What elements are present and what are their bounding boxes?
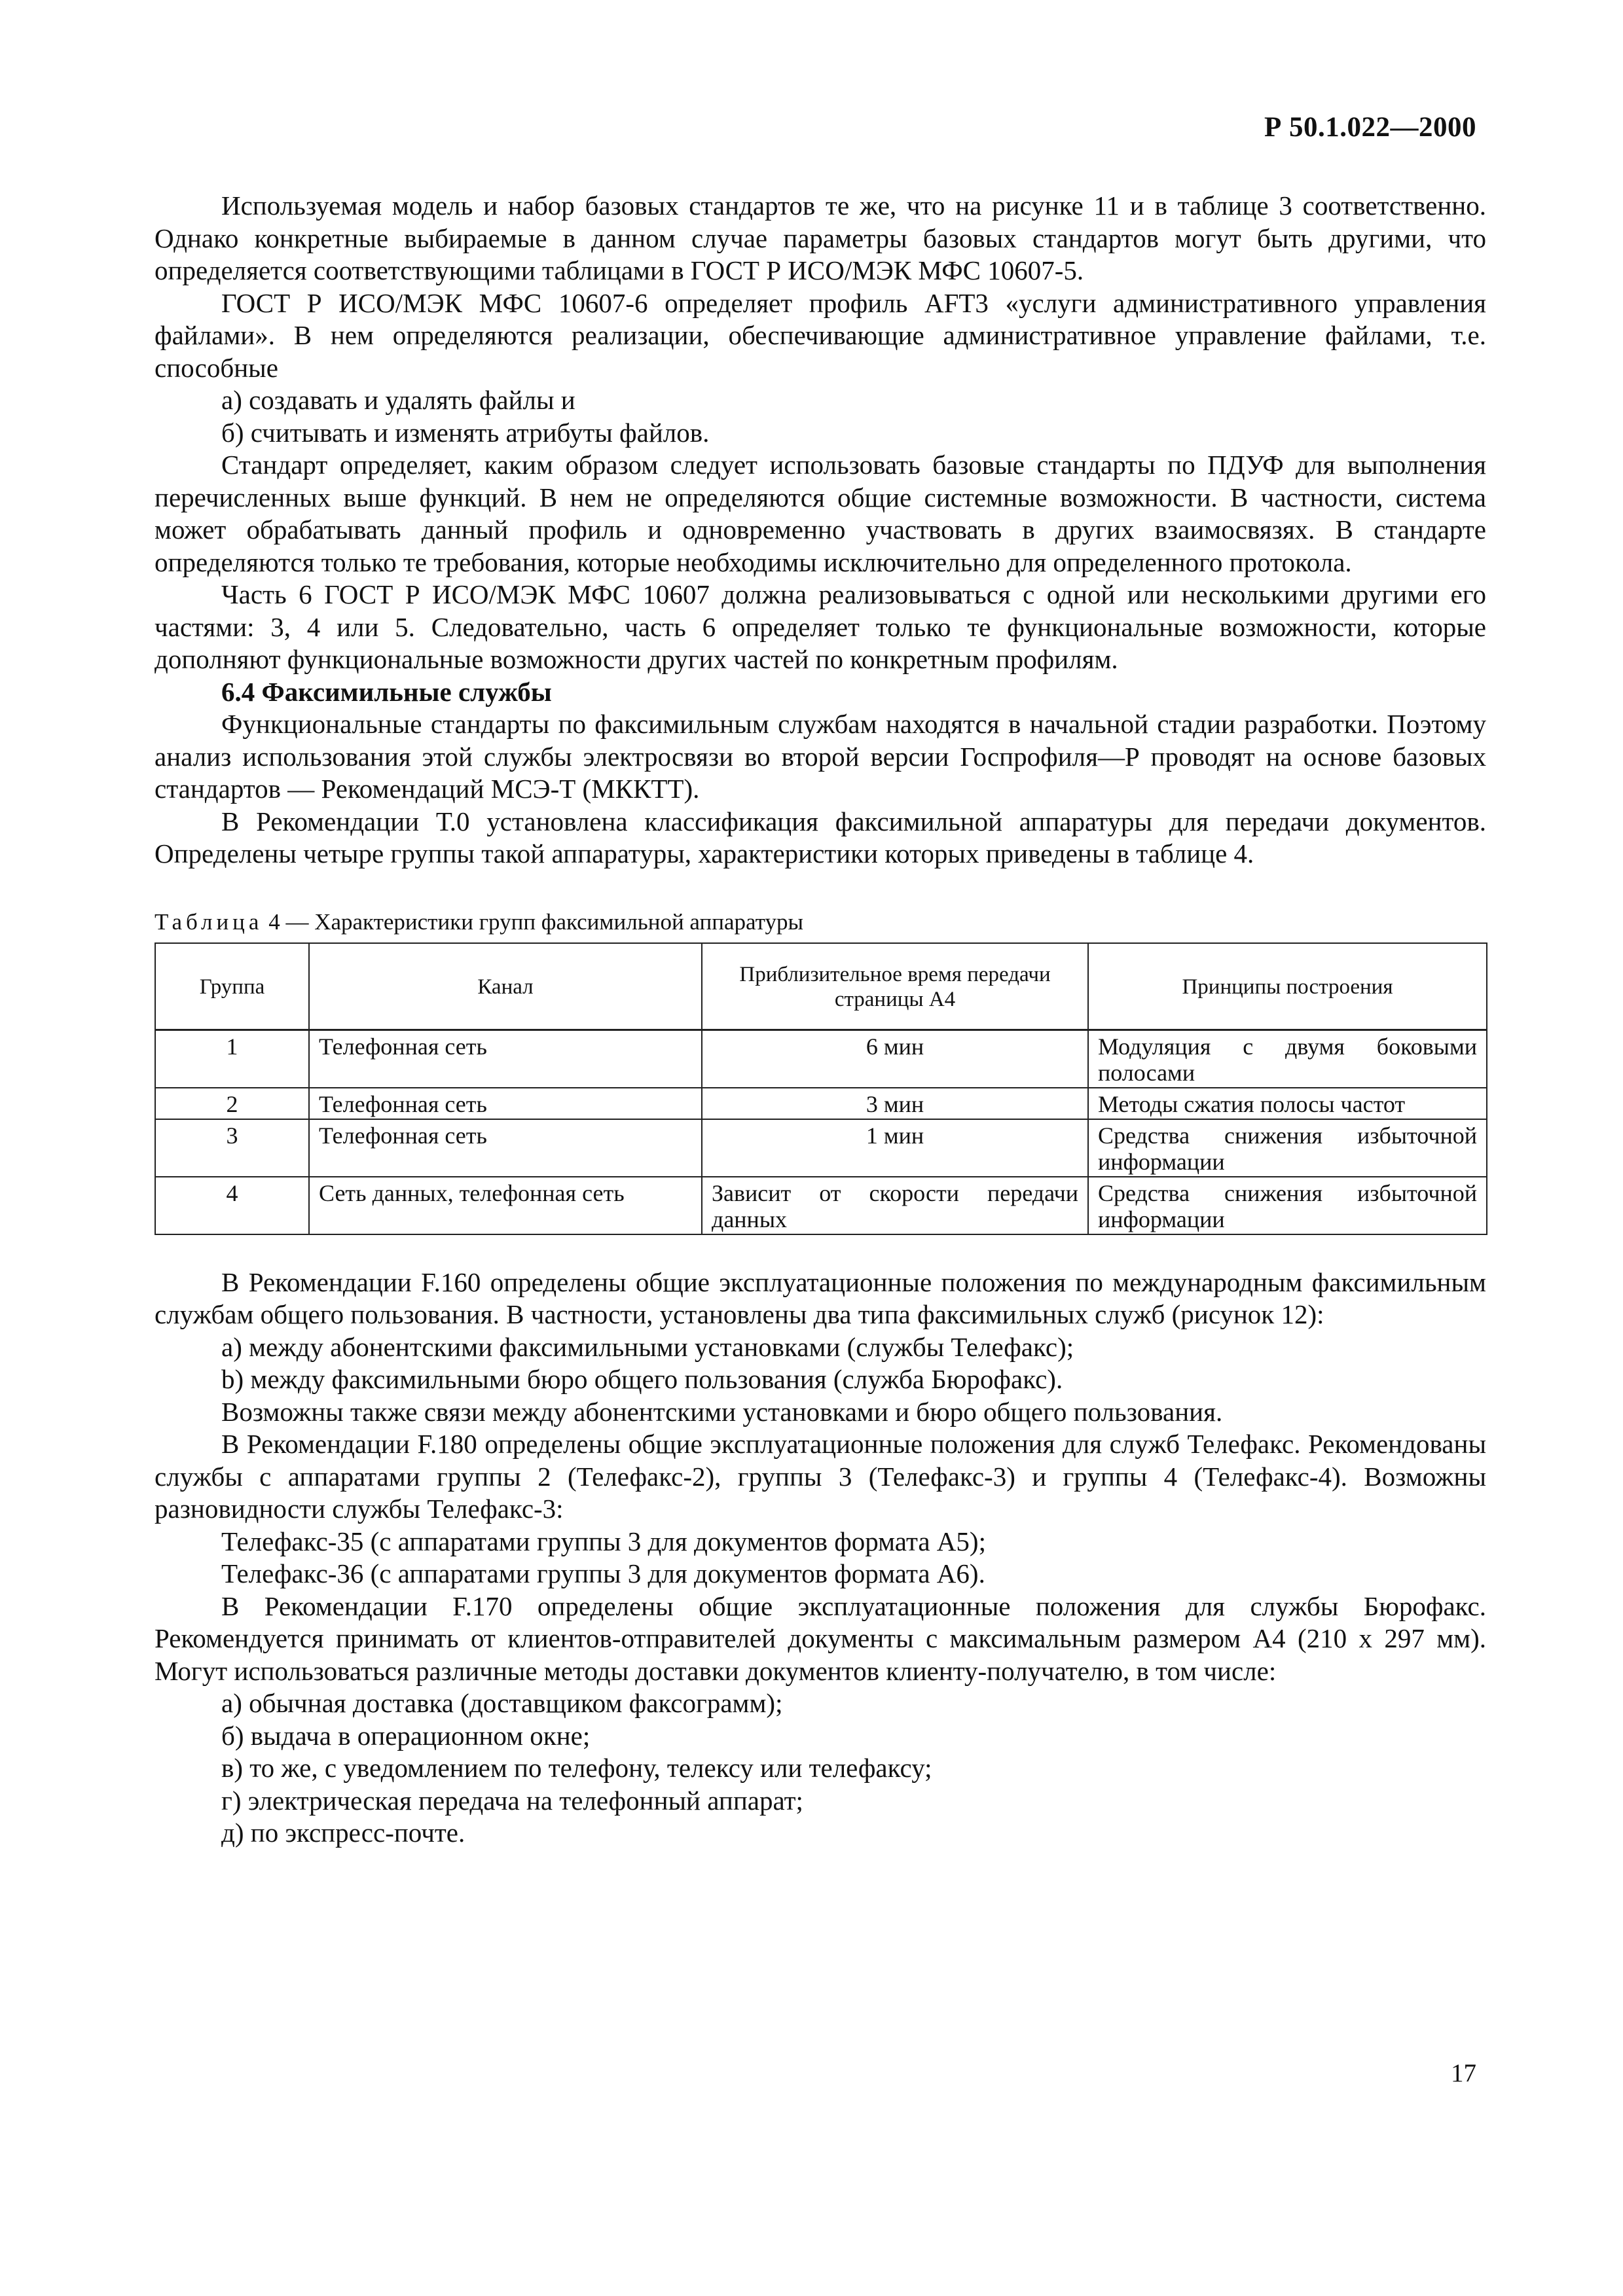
section-heading: 6.4 Факсимильные службы xyxy=(221,676,552,707)
page-content xyxy=(155,190,1486,1850)
table-row xyxy=(155,1088,1487,1119)
table-row xyxy=(155,1030,1487,1088)
paragraph: ГОСТ Р ИСО/МЭК МФС 10607-6 определяет профиль AFT3 «услуги административного управления файлами». В нем определяются реализации, обеспечивающие административное управление файлами, т.е. способные xyxy=(155,287,1486,383)
paragraph: Возможны также связи между абонентскими установками и бюро общего пользования. xyxy=(221,1396,1223,1427)
cell-time: 1 мин xyxy=(702,1119,1088,1177)
cell-group: 4 xyxy=(155,1177,309,1234)
table-caption xyxy=(155,908,1486,936)
column-header-time: Приблизительное время передачи страницы А4 xyxy=(702,943,1088,1030)
paragraph: Функциональные стандарты по факсимильным службам находятся в начальной стадии разработки. Поэтому анализ использования этой службы электросвязи во второй версии Госпрофиля—Р проводят на основе базовых стандартов — Рекомендаций МСЭ-Т (МККТТ). xyxy=(155,709,1486,804)
table-row xyxy=(155,1177,1487,1234)
cell-group: 3 xyxy=(155,1119,309,1177)
cell-channel: Телефонная сеть xyxy=(309,1119,702,1177)
list-item: Телефакс-35 (с аппаратами группы 3 для документов формата А5); xyxy=(221,1526,986,1556)
list-item: б) выдача в операционном окне; xyxy=(221,1720,591,1751)
paragraph: Используемая модель и набор базовых стандартов те же, что на рисунке 11 и в таблице 3 соответственно. Однако конкретные выбираемые в данном случае параметры базовых стандартов могут быть другими, что определяется соответствующими таблицами в ГОСТ Р ИСО/МЭК МФС 10607-5. xyxy=(155,190,1486,285)
paragraph: В Рекомендации F.170 определены общие эксплуатационные положения для службы Бюрофакс. Рекомендуется принимать от клиентов-отправителей документы с максимальным размером А4 (210 x 297 мм). Могут использоваться различные методы доставки документов клиенту-получателю, в том числе: xyxy=(155,1590,1486,1686)
cell-channel: Сеть данных, телефонная сеть xyxy=(309,1177,702,1234)
document-id-header: Р 50.1.022—2000 xyxy=(1264,112,1476,143)
list-item: в) то же, с уведомлением по телефону, телексу или телефаксу; xyxy=(221,1753,932,1783)
fax-groups-table xyxy=(155,942,1487,1235)
cell-principles: Методы сжатия полосы частот xyxy=(1088,1088,1487,1119)
list-item: д) по экспресс-почте. xyxy=(221,1818,465,1848)
cell-channel: Телефонная сеть xyxy=(309,1030,702,1088)
list-item: б) считывать и изменять атрибуты файлов. xyxy=(221,417,710,448)
list-item: а) создавать и удалять файлы и xyxy=(221,385,575,415)
list-item: Телефакс-36 (с аппаратами группы 3 для документов формата А6). xyxy=(221,1558,985,1588)
paragraph: В Рекомендации F.180 определены общие эксплуатационные положения для служб Телефакс. Рекомендованы службы с аппаратами группы 2 (Телефакс-2), группы 3 (Телефакс-3) и группы 4 (Телефакс-4). Возможны разновидности службы Телефакс-3: xyxy=(155,1429,1486,1524)
column-header-principles: Принципы построения xyxy=(1088,943,1487,1030)
cell-principles: Средства снижения избыточной информации xyxy=(1088,1177,1487,1234)
list-item: а) между абонентскими факсимильными установками (службы Телефакс); xyxy=(221,1331,1074,1362)
column-header-group: Группа xyxy=(155,943,309,1030)
cell-principles: Модуляция с двумя боковыми полосами xyxy=(1088,1030,1487,1088)
list-item: г) электрическая передача на телефонный аппарат; xyxy=(221,1785,803,1816)
cell-time: 6 мин xyxy=(702,1030,1088,1088)
column-header-channel: Канал xyxy=(309,943,702,1030)
paragraph: В Рекомендации Т.0 установлена классификация факсимильной аппаратуры для передачи документов. Определены четыре группы такой аппаратуры, характеристики которых приведены в таблице 4. xyxy=(155,806,1486,869)
page-number: 17 xyxy=(1451,2059,1476,2087)
list-item: b) между факсимильными бюро общего пользования (служба Бюрофакс). xyxy=(221,1364,1063,1394)
paragraph: В Рекомендации F.160 определены общие эксплуатационные положения по международным факсимильным службам общего пользования. В частности, установлены два типа факсимильных служб (рисунок 12): xyxy=(155,1266,1486,1329)
cell-time: Зависит от скорости передачи данных xyxy=(702,1177,1088,1234)
cell-group: 2 xyxy=(155,1088,309,1119)
cell-time: 3 мин xyxy=(702,1088,1088,1119)
cell-channel: Телефонная сеть xyxy=(309,1088,702,1119)
cell-group: 1 xyxy=(155,1030,309,1088)
table-header-row xyxy=(155,943,1487,1030)
paragraph: Часть 6 ГОСТ Р ИСО/МЭК МФС 10607 должна реализовываться с одной или несколькими другими его частями: 3, 4 или 5. Следовательно, часть 6 определяет только те функциональные возможности, которые дополняют функциональные возможности других частей по конкретным профилям. xyxy=(155,579,1486,674)
table-row xyxy=(155,1119,1487,1177)
table-caption-text: 4 — Характеристики групп факсимильной аппаратуры xyxy=(263,908,803,935)
table-caption-label: Таблица xyxy=(155,908,263,935)
cell-principles: Средства снижения избыточной информации xyxy=(1088,1119,1487,1177)
list-item: а) обычная доставка (доставщиком факсограмм); xyxy=(221,1688,783,1718)
paragraph: Стандарт определяет, каким образом следует использовать базовые стандарты по ПДУФ для выполнения перечисленных выше функций. В нем не определяются общие системные возможности. В частности, система может обрабатывать данный профиль и одновременно участвовать в других взаимосвязях. В стандарте определяются только те требования, которые необходимы исключительно для определенного протокола. xyxy=(155,450,1486,577)
